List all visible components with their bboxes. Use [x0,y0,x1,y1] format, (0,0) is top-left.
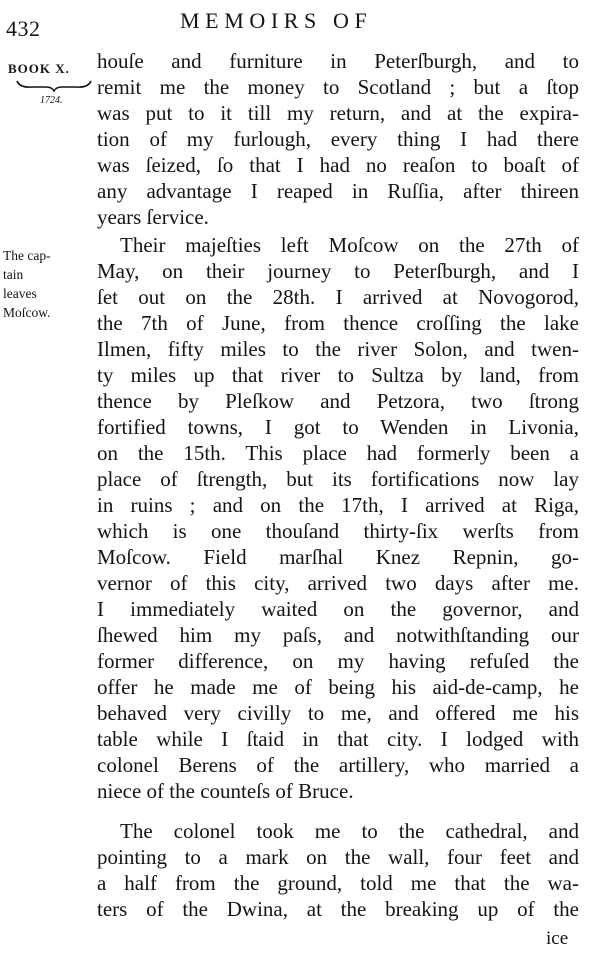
text-line: was put to it till my return, and at the expira- [97,101,579,125]
text-line: years ſervice. [97,205,209,229]
text-line: Their majeſties left Moſcow on the 27th of [120,233,579,257]
text-line: offer he made me of being his aid-de-camp, he [97,675,579,699]
margin-year: 1724. [40,95,63,106]
text-line: Moſcow. Field marſhal Knez Repnin, go- [97,545,579,569]
text-line: remit me the money to Scotland ; but a ſtop [97,75,579,99]
text-line: colonel Berens of the artillery, who married a [97,753,579,777]
sidenote-line: tain [3,267,24,282]
text-line: behaved very civilly to me, and offered me his [97,701,579,725]
text-line: which is one thouſand thirty-ſix werſts from [97,519,579,543]
text-line: in ruins ; and on the 17th, I arrived at Riga, [97,493,579,517]
text-line: a half from the ground, told me that the wa- [97,871,579,895]
text-line: the 7th of June, from thence croſſing the lake [97,311,579,335]
margin-book-label: BOOK X. [8,61,70,76]
text-line: thence by Pleſkow and Petzora, two ſtrong [97,389,579,413]
text-line: I immediately waited on the governor, and [97,597,579,621]
text-line: place of ſtrength, but its fortifications now lay [97,467,579,491]
text-line: table while I ſtaid in that city. I lodged with [97,727,579,751]
running-title: MEMOIRS OF [180,8,373,33]
text-line: vernor of this city, arrived two days after me. [97,571,579,595]
page-number: 432 [6,16,41,41]
text-line: niece of the counteſs of Bruce. [97,779,354,803]
text-line: ters of the Dwina, at the breaking up of the [97,897,579,921]
text-line: Ilmen, fifty miles to the river Solon, and twen- [97,337,579,361]
sidenote-line: The cap- [3,248,51,263]
text-line: ſet out on the 28th. I arrived at Novogorod, [97,285,579,309]
sidenote-line: leaves [3,286,37,301]
text-line: former difference, on my having refuſed the [97,649,579,673]
text-line: fortified towns, I got to Wenden in Livonia, [97,415,579,439]
text-line: houſe and furniture in Peterſburgh, and to [97,49,579,73]
text-line: May, on their journey to Peterſburgh, and I [97,259,579,283]
text-line: on the 15th. This place had formerly been a [97,441,579,465]
text-line: any advantage I reaped in Ruſſia, after thireen [97,179,579,203]
text-line: ſhewed him my paſs, and notwithſtanding our [97,623,579,647]
text-line: pointing to a mark on the wall, four feet and [97,845,579,869]
catchword: ice [546,928,569,949]
text-line: ty miles up that river to Sultza by land, from [97,363,579,387]
text-line: tion of my furlough, every thing I had there [97,127,579,151]
sidenote-line: Moſcow. [3,305,51,320]
text-line: The colonel took me to the cathedral, and [120,819,579,843]
text-line: was ſeized, ſo that I had no reaſon to boaſt of [97,153,579,177]
margin-brace [16,80,92,92]
margin-sidenote [3,246,91,322]
